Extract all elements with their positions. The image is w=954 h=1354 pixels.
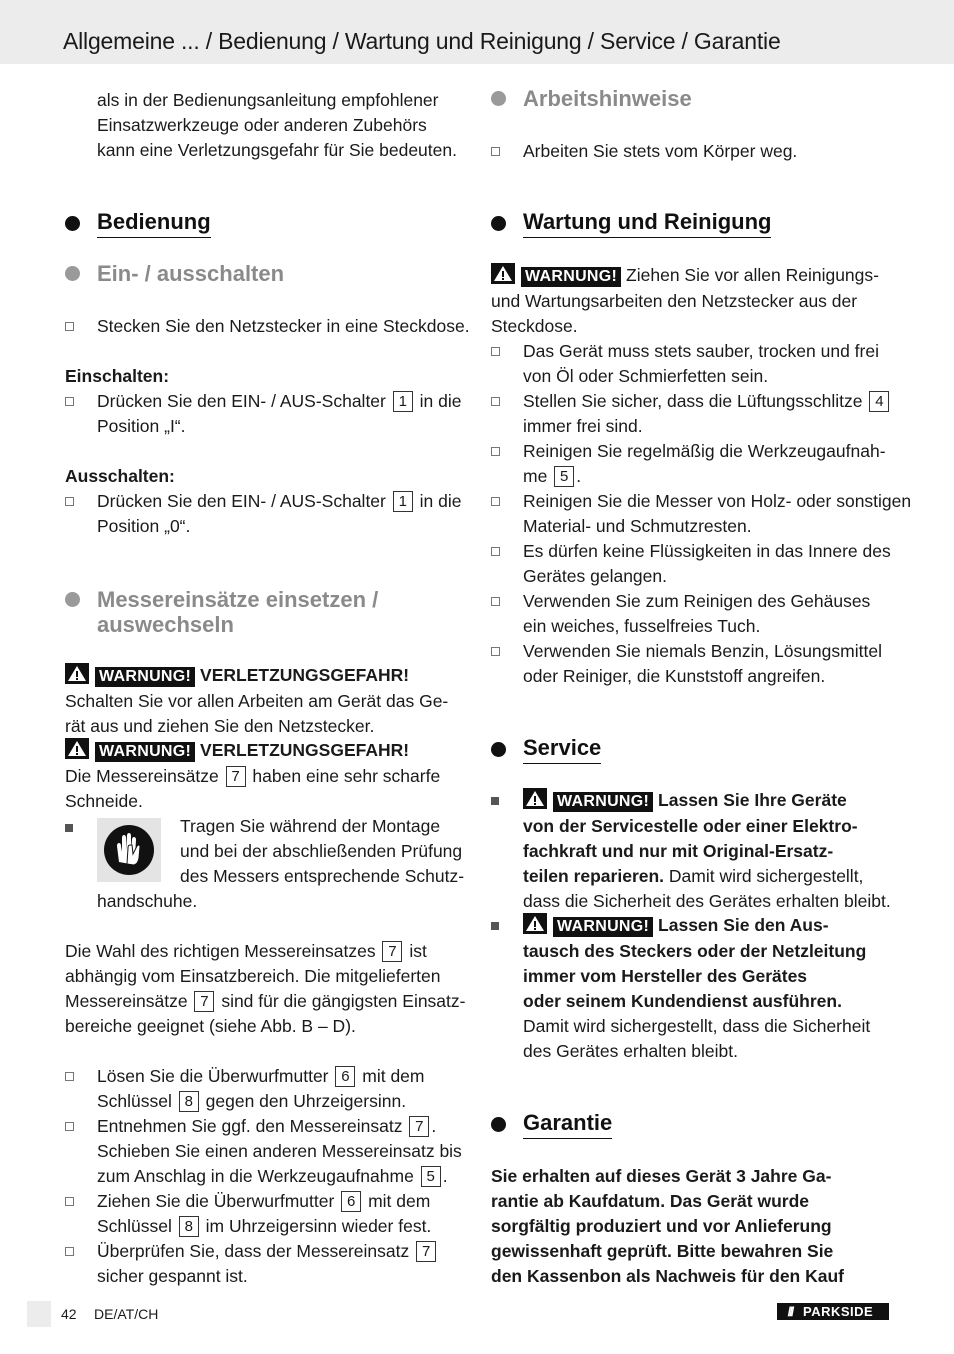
service-1-line-2: von der Servicestelle oder einer Elektro- [523, 816, 858, 836]
part-number: 5 [421, 1166, 441, 1187]
service-2-line-3: immer vom Hersteller des Gerätes [523, 966, 808, 986]
list-bullet [65, 1122, 74, 1131]
part-number: 7 [226, 766, 246, 787]
list-bullet [491, 547, 500, 556]
glove-text-1: Tragen Sie während der Montage [180, 816, 441, 836]
list-bullet [491, 147, 500, 156]
wahl-text-1: Die Wahl des richtigen Messereinsatzes 7 ist [65, 941, 427, 961]
warning-triangle-icon [491, 263, 515, 284]
warning-label: WARNUNG! [95, 667, 195, 687]
intro-line-1: als in der Bedienungsanleitung empfohlener [97, 90, 439, 110]
label-ausschalten: Ausschalten: [65, 466, 175, 486]
page-number: 42 [61, 1306, 77, 1322]
heading-bedienung: Bedienung [97, 209, 211, 238]
service-2-line-6: des Gerätes erhalten bleibt. [523, 1041, 738, 1061]
language-code: DE/AT/CH [94, 1306, 159, 1322]
garantie-line-3: sorgfältig produziert und vor Anlieferung [491, 1216, 832, 1236]
service-2-line-1: WARNUNG! Lassen Sie den Aus- [523, 913, 829, 938]
wartung-item-7a: Verwenden Sie niemals Benzin, Lösungsmittel [523, 641, 882, 661]
step-ziehen-2: Schlüssel 8 im Uhrzeigersinn wieder fest. [97, 1216, 432, 1236]
wartung-item-2b: immer frei sind. [523, 416, 643, 436]
list-bullet [65, 322, 74, 331]
warning-label: WARNUNG! [95, 742, 195, 762]
service-2-line-5: Damit wird sichergestellt, dass die Sicherheit [523, 1016, 871, 1036]
list-bullet-filled [65, 824, 73, 832]
label-einschalten: Einschalten: [65, 366, 170, 386]
service-1-line-4: teilen reparieren. Damit wird sichergestellt, [523, 866, 864, 886]
part-number: 1 [393, 491, 413, 512]
glove-text-3: des Messers entsprechende Schutz- [180, 866, 465, 886]
part-number: 7 [409, 1116, 429, 1137]
part-number: 8 [179, 1216, 199, 1237]
wartung-item-4a: Reinigen Sie die Messer von Holz- oder sonstigen [523, 491, 912, 511]
step-loesen-1: Lösen Sie die Überwurfmutter 6 mit dem [97, 1066, 425, 1086]
list-bullet-filled [491, 922, 499, 930]
list-bullet-filled [491, 797, 499, 805]
garantie-line-1: Sie erhalten auf dieses Gerät 3 Jahre Ga- [491, 1166, 832, 1186]
warning-triangle-icon [523, 913, 547, 934]
garantie-line-5: den Kassenbon als Nachweis für den Kauf [491, 1266, 844, 1286]
warning2-text-1: Die Messereinsätze 7 haben eine sehr scharfe [65, 766, 441, 786]
wartung-item-7b: oder Reiniger, die Kunststoff angreifen. [523, 666, 826, 686]
footer-tab [27, 1301, 51, 1327]
step-einschalten: Drücken Sie den EIN- / AUS-Schalter 1 in die [97, 391, 462, 411]
list-bullet [65, 1247, 74, 1256]
part-number: 7 [416, 1241, 436, 1262]
wartung-item-6a: Verwenden Sie zum Reinigen des Gehäuses [523, 591, 871, 611]
logo-stripes-icon: /// [787, 1304, 793, 1319]
list-bullet [491, 397, 500, 406]
list-bullet [65, 397, 74, 406]
service-1-line-3: fachkraft und nur mit Original-Ersatz- [523, 841, 834, 861]
wartung-item-5a: Es dürfen keine Flüssigkeiten in das Innere des [523, 541, 891, 561]
part-number: 6 [341, 1191, 361, 1212]
step-ausschalten-cont: Position „0“. [97, 516, 191, 536]
garantie-line-4: gewissenhaft geprüft. Bitte bewahren Sie [491, 1241, 834, 1261]
part-number: 4 [869, 391, 889, 412]
glove-text-2: und bei der abschließenden Prüfung [180, 841, 463, 861]
heading-wartung: Wartung und Reinigung [523, 209, 771, 238]
part-number: 5 [554, 466, 574, 487]
section-bullet [491, 1117, 506, 1132]
list-bullet [491, 597, 500, 606]
subsection-bullet [491, 91, 506, 106]
list-bullet [65, 1072, 74, 1081]
warning2-text-2: Schneide. [65, 791, 143, 811]
service-1-line-5: dass die Sicherheit des Gerätes erhalten bleibt. [523, 891, 891, 911]
warning-line: WARNUNG! VERLETZUNGSGEFAHR! [65, 663, 409, 688]
step-pruefen-1: Überprüfen Sie, dass der Messereinsatz 7 [97, 1239, 438, 1264]
wartung-warning-3: Steckdose. [491, 316, 578, 336]
part-number: 7 [194, 991, 214, 1012]
heading-messereinsaetze-1: Messereinsätze einsetzen / [97, 587, 379, 612]
step-loesen-2: Schlüssel 8 gegen den Uhrzeigersinn. [97, 1091, 407, 1111]
intro-line-2: Einsatzwerkzeuge oder anderen Zubehörs [97, 115, 427, 135]
wartung-item-3b: me 5 . [523, 466, 582, 486]
step-ziehen-1: Ziehen Sie die Überwurfmutter 6 mit dem [97, 1191, 431, 1211]
warning-label: WARNUNG! [553, 917, 653, 937]
intro-line-3: kann eine Verletzungsgefahr für Sie bedeuten. [97, 140, 457, 160]
step-pruefen-2: sicher gespannt ist. [97, 1266, 248, 1286]
wartung-warning-line: WARNUNG! Ziehen Sie vor allen Reinigungs- [491, 263, 879, 288]
service-1-line-1: WARNUNG! Lassen Sie Ihre Geräte [523, 788, 847, 813]
glove-text-4: handschuhe. [97, 891, 198, 911]
list-bullet [491, 347, 500, 356]
page-title: Allgemeine ... / Bedienung / Wartung und Reinigung / Service / Garantie [63, 28, 781, 54]
part-number: 1 [393, 391, 413, 412]
section-bullet [65, 216, 80, 231]
list-bullet [491, 497, 500, 506]
list-bullet [65, 1197, 74, 1206]
warning-triangle-icon [523, 788, 547, 809]
subsection-bullet [65, 592, 80, 607]
garantie-line-2: rantie ab Kaufdatum. Das Gerät wurde [491, 1191, 809, 1211]
wahl-text-4: bereiche geeignet (siehe Abb. B – D). [65, 1016, 356, 1036]
warning1-text-1: Schalten Sie vor allen Arbeiten am Gerät das Ge- [65, 691, 449, 711]
subsection-bullet [65, 266, 80, 281]
warning-triangle-icon [65, 663, 89, 684]
heading-ein-ausschalten: Ein- / ausschalten [97, 261, 285, 286]
wartung-item-3a: Reinigen Sie regelmäßig die Werkzeugaufnah- [523, 441, 886, 461]
wartung-warning-2: und Wartungsarbeiten den Netzstecker aus der [491, 291, 858, 311]
section-bullet [491, 742, 506, 757]
heading-arbeitshinweise: Arbeitshinweise [523, 86, 692, 111]
warning-label: WARNUNG! [521, 267, 621, 287]
service-2-line-2: tausch des Steckers oder der Netzleitung [523, 941, 867, 961]
part-number: 8 [179, 1091, 199, 1112]
wartung-item-5b: Gerätes gelangen. [523, 566, 667, 586]
step-entnehmen-3: zum Anschlag in die Werkzeugaufnahme 5 . [97, 1166, 448, 1186]
arbeit-text: Arbeiten Sie stets vom Körper weg. [523, 141, 798, 161]
step-entnehmen-1: Entnehmen Sie ggf. den Messereinsatz 7 . [97, 1116, 437, 1136]
service-2-line-4: oder seinem Kundendienst ausführen. [523, 991, 842, 1011]
part-number: 7 [382, 941, 402, 962]
list-bullet [491, 447, 500, 456]
warning-label: WARNUNG! [553, 792, 653, 812]
warning-triangle-icon [65, 738, 89, 759]
wartung-item-2a: Stellen Sie sicher, dass die Lüftungsschlitze 4 [523, 389, 891, 414]
brand-name: PARKSIDE [803, 1304, 874, 1319]
heading-service: Service [523, 735, 601, 764]
part-number: 6 [335, 1066, 355, 1087]
section-bullet [491, 216, 506, 231]
wartung-item-4b: Material- und Schmutzresten. [523, 516, 752, 536]
wartung-item-1b: von Öl oder Schmierfetten sein. [523, 366, 769, 386]
list-bullet [65, 497, 74, 506]
wartung-item-1a: Das Gerät muss stets sauber, trocken und frei [523, 341, 879, 361]
step-einschalten-cont: Position „I“. [97, 416, 186, 436]
warning-line: WARNUNG! VERLETZUNGSGEFAHR! [65, 738, 409, 763]
warning1-text-2: rät aus und ziehen Sie den Netzstecker. [65, 716, 375, 736]
list-bullet [491, 647, 500, 656]
page-header [0, 0, 954, 64]
parkside-logo [777, 1303, 889, 1320]
step-stecken: Stecken Sie den Netzstecker in eine Steckdose. [97, 316, 470, 336]
wahl-text-3: Messereinsätze 7 sind für die gängigsten Einsatz- [65, 991, 466, 1011]
step-ausschalten: Drücken Sie den EIN- / AUS-Schalter 1 in die [97, 491, 462, 511]
wartung-item-6b: ein weiches, fusselfreies Tuch. [523, 616, 761, 636]
heading-garantie: Garantie [523, 1110, 612, 1139]
heading-messereinsaetze-2: auswechseln [97, 612, 234, 637]
step-entnehmen-2: Schieben Sie einen anderen Messereinsatz bis [97, 1141, 462, 1161]
protective-gloves-icon [97, 818, 161, 882]
wahl-text-2: abhängig vom Einsatzbereich. Die mitgelieferten [65, 966, 441, 986]
